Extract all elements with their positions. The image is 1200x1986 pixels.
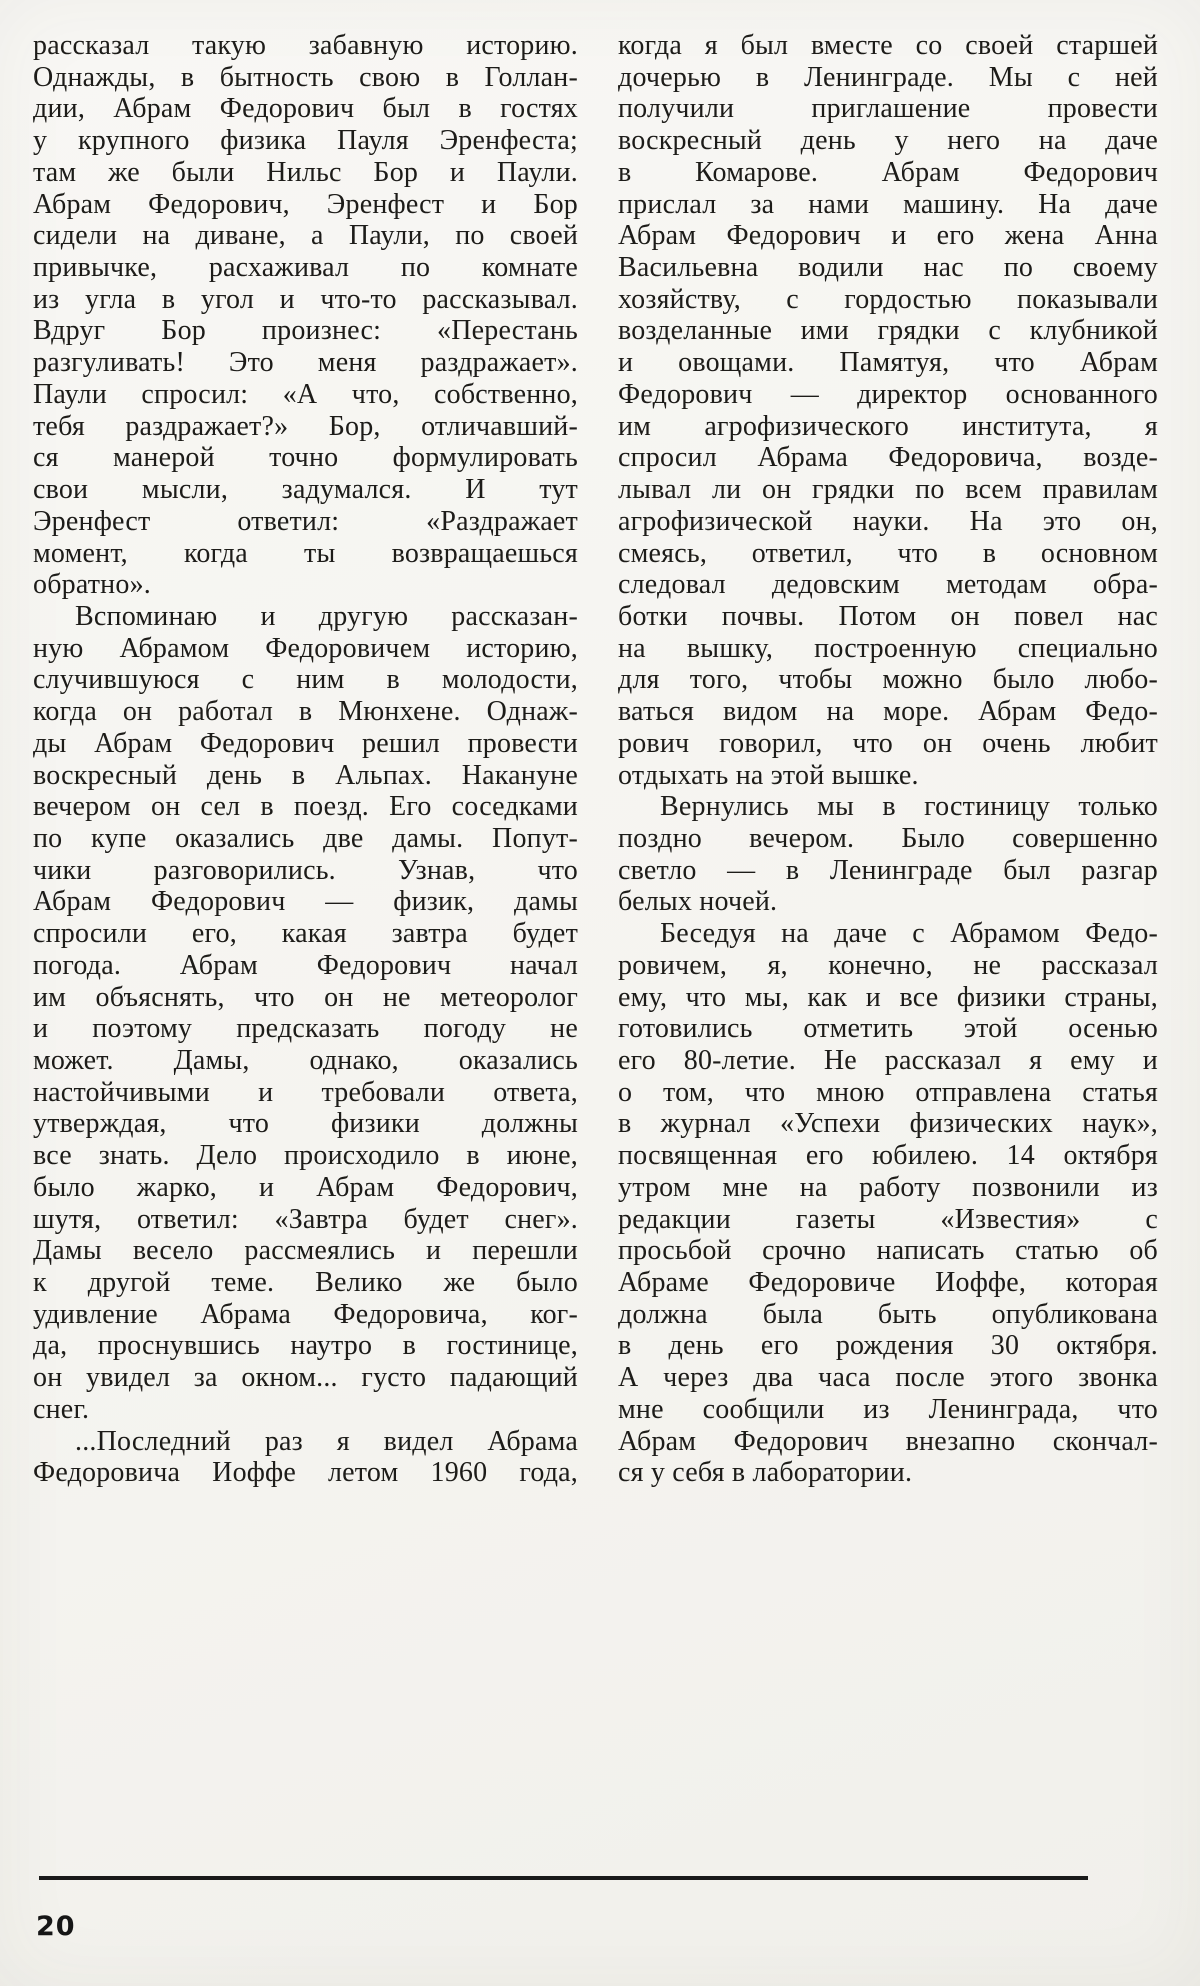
text-line: должна была быть опубликована (618, 1298, 1158, 1330)
text-line: там же были Нильс Бор и Паули. (33, 156, 578, 188)
text-line: дочерью в Ленинграде. Мы с ней (618, 61, 1158, 93)
text-line: для того, чтобы можно было любо- (618, 664, 1158, 696)
text-line: Абраме Федоровиче Иоффе, которая (618, 1267, 1158, 1299)
text-line: спросили его, какая завтра будет (33, 918, 578, 950)
text-line: вечером он сел в поезд. Его соседками (33, 791, 578, 823)
text-line: свои мысли, задумался. И тут (33, 474, 578, 506)
text-line: ды Абрам Федорович решил провести (33, 727, 578, 759)
text-line: тебя раздражает?» Бор, отличавший- (33, 410, 578, 442)
text-line: сидели на диване, а Паули, по своей (33, 220, 578, 252)
text-line: ...Последний раз я видел Абрама (75, 1425, 578, 1457)
text-line: лывал ли он грядки по всем правилам (618, 474, 1158, 506)
text-line: на вышку, построенную специально (618, 632, 1158, 664)
text-line: в день его рождения 30 октября. (618, 1330, 1158, 1362)
text-line: удивление Абрама Федоровича, ког- (33, 1298, 578, 1330)
left-text-column (33, 30, 578, 1489)
text-line: им объяснять, что он не метеоролог (33, 981, 578, 1013)
text-line: все знать. Дело происходило в июне, (33, 1140, 578, 1172)
text-line: Федоровича Иоффе летом 1960 года, (33, 1457, 578, 1489)
text-line: возделанные ими грядки с клубникой (618, 315, 1158, 347)
text-line: Паули спросил: «А что, собственно, (33, 378, 578, 410)
text-line: в Комарове. Абрам Федорович (618, 156, 1158, 188)
text-line: Беседуя на даче с Абрамом Федо- (660, 918, 1158, 950)
text-line: ную Абрамом Федоровичем историю, (33, 632, 578, 664)
text-line: следовал дедовским методам обра- (618, 569, 1158, 601)
text-line: было жарко, и Абрам Федорович, (33, 1171, 578, 1203)
text-line: момент, когда ты возвращаешься (33, 537, 578, 569)
text-line: Абрам Федорович, Эренфест и Бор (33, 188, 578, 220)
text-line: ровичем, я, конечно, не рассказал (618, 949, 1158, 981)
text-line: когда он работал в Мюнхене. Однаж- (33, 696, 578, 728)
text-line: разгуливать! Это меня раздражает». (33, 347, 578, 379)
text-line: ся манерой точно формулировать (33, 442, 578, 474)
text-line: да, проснувшись наутро в гостинице, (33, 1330, 578, 1362)
text-line: отдыхать на этой вышке. (618, 759, 919, 791)
text-line: Вернулись мы в гостиницу только (660, 791, 1158, 823)
text-line: снег. (33, 1393, 90, 1425)
text-line: и овощами. Памятуя, что Абрам (618, 347, 1158, 379)
text-line: Абрам Федорович и его жена Анна (618, 220, 1158, 252)
text-line: из угла в угол и что-то рассказывал. (33, 283, 578, 315)
text-line: спросил Абрама Федоровича, возде- (618, 442, 1158, 474)
page-number: 20 (36, 1911, 76, 1942)
text-line: привычке, расхаживал по комнате (33, 252, 578, 284)
text-line: в журнал «Успехи физических наук», (618, 1108, 1158, 1140)
text-line: просьбой срочно написать статью об (618, 1235, 1158, 1267)
text-line: посвященная его юбилею. 14 октября (618, 1140, 1158, 1172)
text-line: ботки почвы. Потом он повел нас (618, 600, 1158, 632)
text-line: Абрам Федорович — физик, дамы (33, 886, 578, 918)
text-line: Однажды, в бытность свою в Голлан- (33, 61, 578, 93)
text-line: к другой теме. Велико же было (33, 1267, 578, 1299)
text-line: Дамы весело рассмеялись и перешли (33, 1235, 578, 1267)
text-line: воскресный день в Альпах. Накануне (33, 759, 578, 791)
text-line: у крупного физика Пауля Эренфеста; (33, 125, 578, 157)
text-line: обратно». (33, 569, 151, 601)
text-line: рассказал такую забавную историю. (33, 30, 578, 61)
text-line: погода. Абрам Федорович начал (33, 949, 578, 981)
text-line: Абрам Федорович внезапно скончал- (618, 1425, 1158, 1457)
text-line: смеясь, ответил, что в основном (618, 537, 1158, 569)
text-line: чики разговорились. Узнав, что (33, 854, 578, 886)
text-line: когда я был вместе со своей старшей (618, 30, 1158, 61)
text-line: прислал за нами машину. На даче (618, 188, 1158, 220)
text-line: ваться видом на море. Абрам Федо- (618, 696, 1158, 728)
text-line: может. Дамы, однако, оказались (33, 1045, 578, 1076)
text-line: дии, Абрам Федорович был в гостях (33, 93, 578, 125)
text-line: Федорович — директор основанного (618, 378, 1158, 410)
text-line: мне сообщили из Ленинграда, что (618, 1393, 1158, 1425)
text-line: ся у себя в лаборатории. (618, 1457, 913, 1489)
text-line: редакции газеты «Известия» с (618, 1203, 1158, 1235)
text-line: Вдруг Бор произнес: «Перестань (33, 315, 578, 347)
text-line: о том, что мною отправлена статья (618, 1076, 1158, 1108)
text-line: белых ночей. (618, 886, 778, 918)
text-line: поздно вечером. Было совершенно (618, 822, 1158, 854)
text-line: ему, что мы, как и все физики страны, (618, 981, 1158, 1013)
text-line: Вспоминаю и другую рассказан- (75, 600, 578, 632)
text-line: им агрофизического института, я (618, 410, 1158, 442)
text-line: утром мне на работу позвонили из (618, 1171, 1158, 1203)
text-line: А через два часа после этого звонка (618, 1362, 1158, 1394)
text-line: готовились отметить этой осенью (618, 1013, 1158, 1045)
text-line: хозяйству, с гордостью показывали (618, 283, 1158, 315)
text-line: его 80-летие. Не рассказал я ему и (618, 1045, 1158, 1076)
text-line: получили приглашение провести (618, 93, 1158, 125)
text-line: Васильевна водили нас по своему (618, 252, 1158, 284)
text-line: по купе оказались две дамы. Попут- (33, 822, 578, 854)
text-line: агрофизической науки. На это он, (618, 505, 1158, 537)
text-line: воскресный день у него на даче (618, 125, 1158, 157)
text-line: утверждая, что физики должны (33, 1108, 578, 1140)
right-text-column (618, 30, 1158, 1489)
text-line: светло — в Ленинграде был разгар (618, 854, 1158, 886)
text-line: настойчивыми и требовали ответа, (33, 1076, 578, 1108)
text-line: шутя, ответил: «Завтра будет снег». (33, 1203, 578, 1235)
text-line: Эренфест ответил: «Раздражает (33, 505, 578, 537)
text-line: случившуюся с ним в молодости, (33, 664, 578, 696)
text-line: он увидел за окном... густо падающий (33, 1362, 578, 1394)
text-line: и поэтому предсказать погоду не (33, 1013, 578, 1045)
text-line: рович говорил, что он очень любит (618, 727, 1158, 759)
footer-rule (39, 1876, 1088, 1880)
